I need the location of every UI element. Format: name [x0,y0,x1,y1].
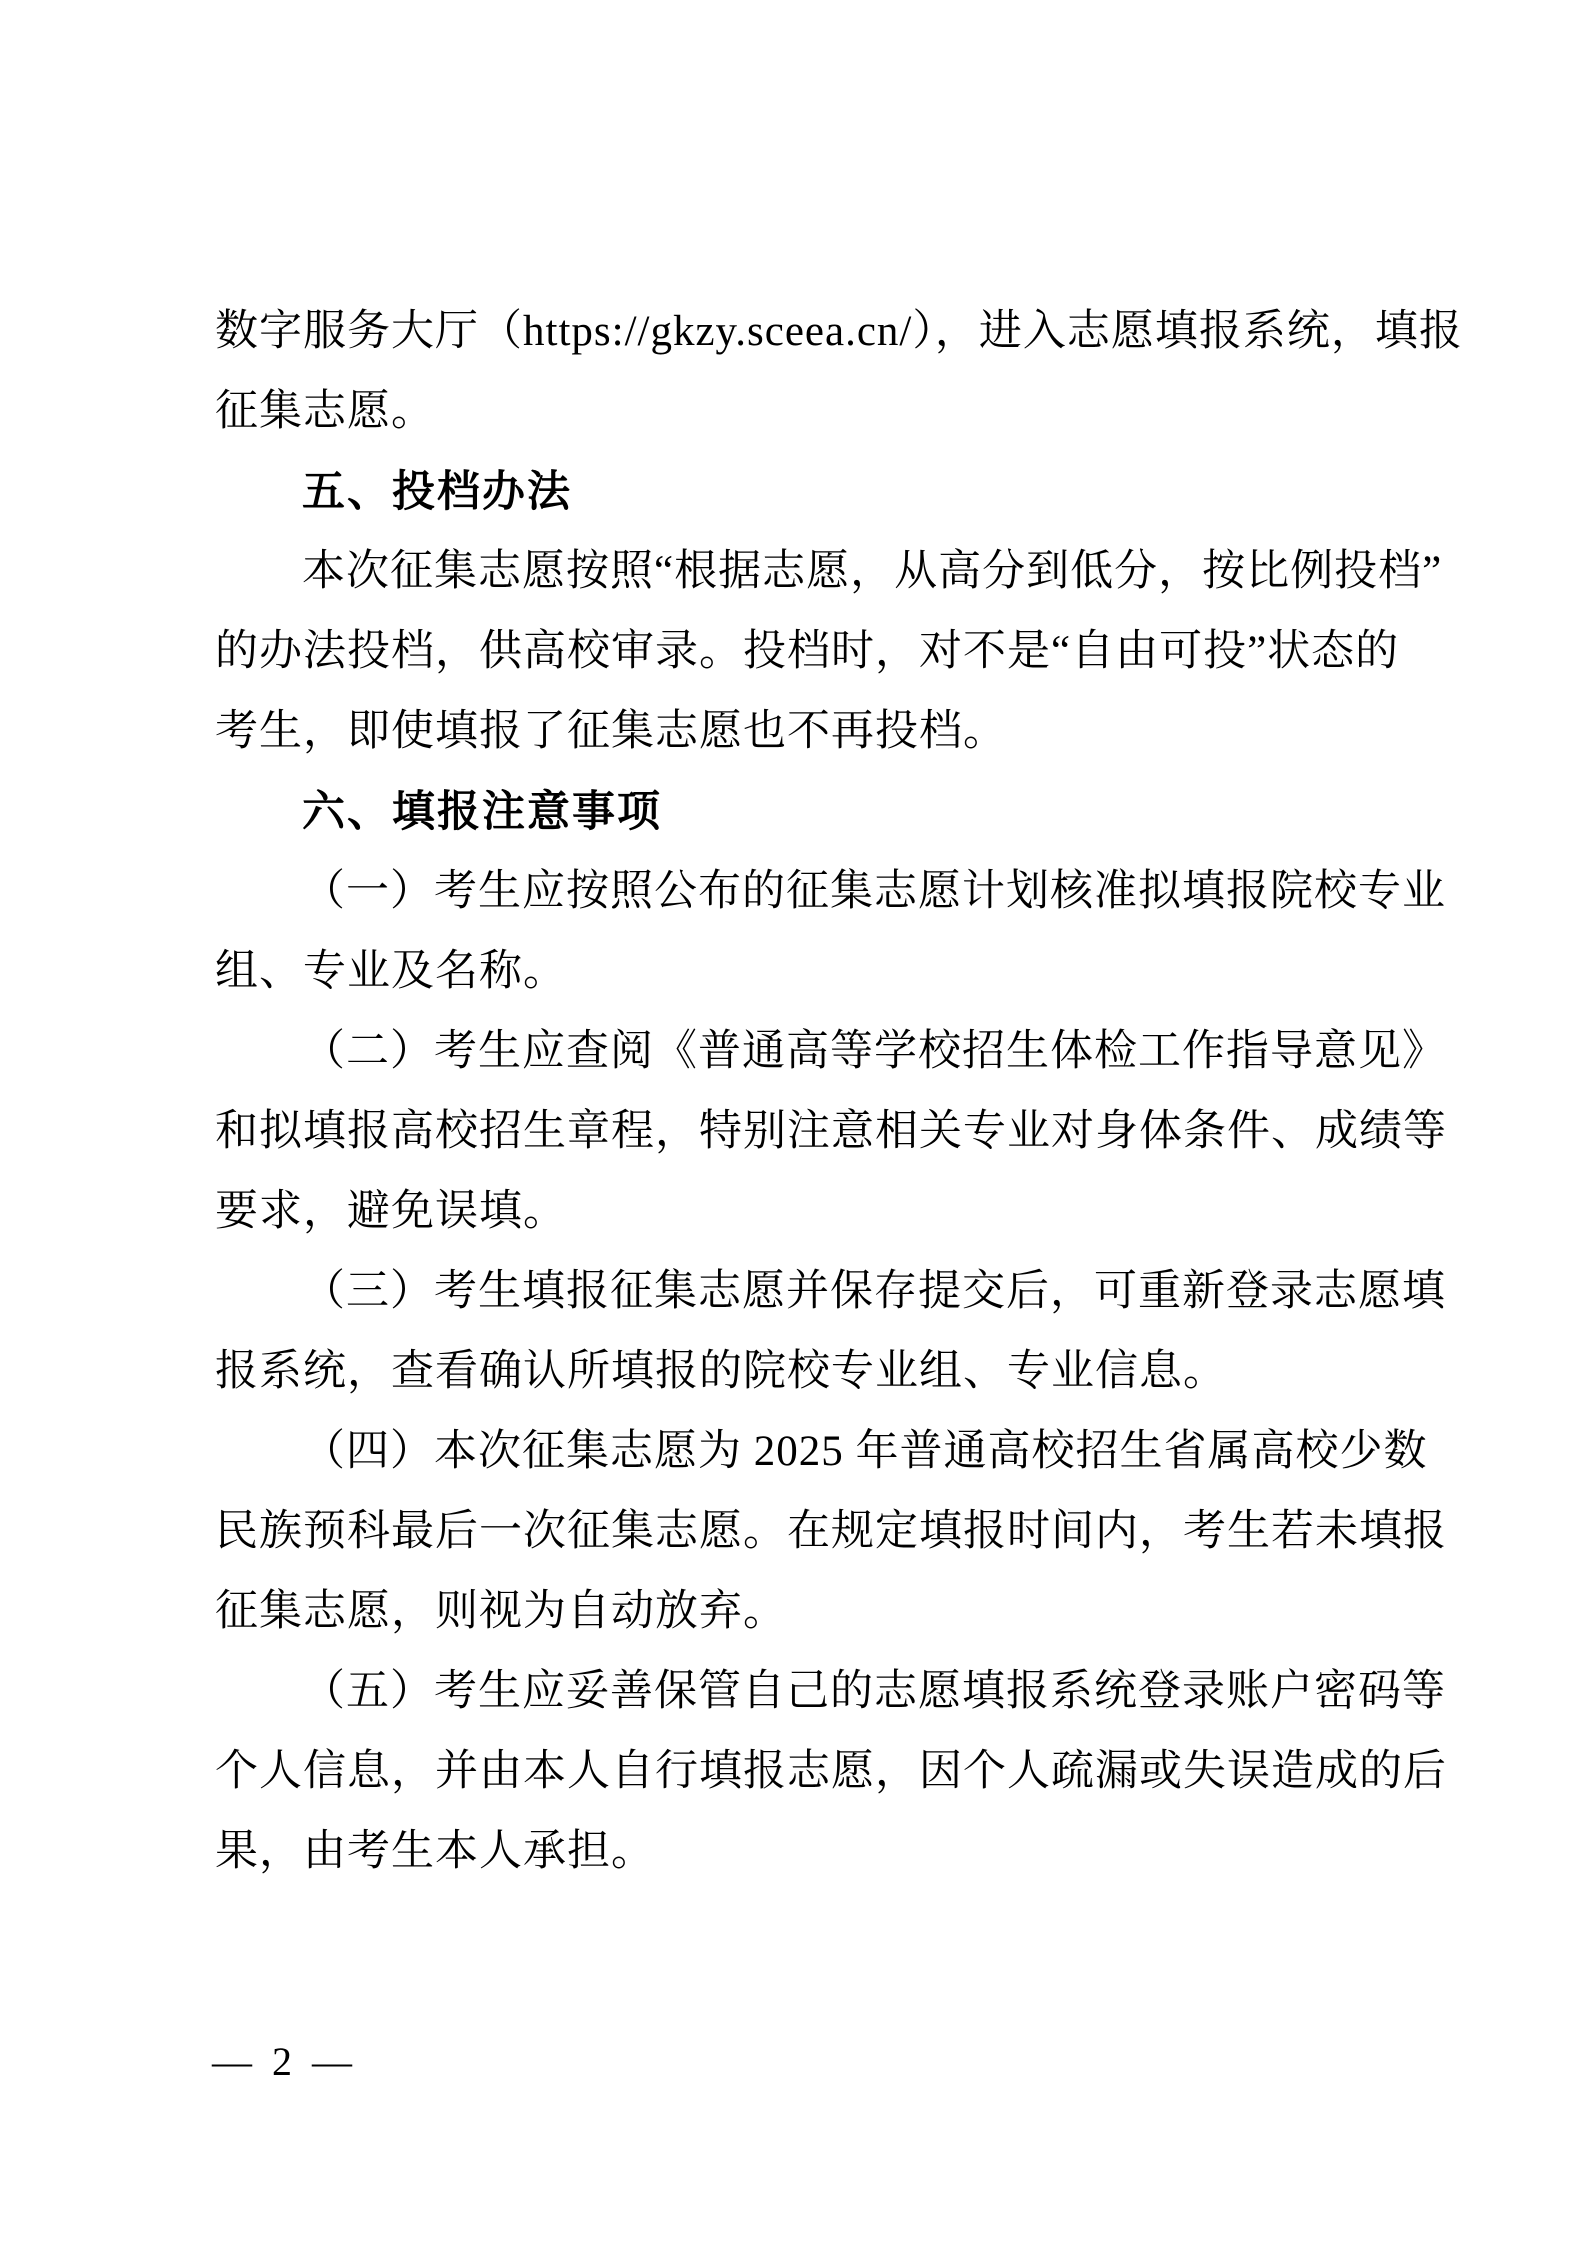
text-line: 征集志愿。 [215,388,435,435]
text-line: 数字服务大厅（https://gkzy.sceea.cn/），进入志愿填报系统，填报 [215,308,1463,355]
text-line: 本次征集志愿按照“根据志愿，从高分到低分，按比例投档” [302,548,1443,595]
text-line: 考生，即使填报了征集志愿也不再投档。 [215,708,1007,755]
text-line: （五）考生应妥善保管自己的志愿填报系统登录账户密码等 [302,1668,1446,1715]
text-line: 组、专业及名称。 [215,948,567,995]
text-line: 的办法投档，供高校审录。投档时，对不是“自由可投”状态的 [215,628,1400,675]
document-body [215,292,1463,1892]
section-heading: 六、填报注意事项 [302,788,662,836]
text-line: 民族预科最后一次征集志愿。在规定填报时间内，考生若未填报 [215,1508,1447,1555]
section-heading: 五、投档办法 [302,468,572,516]
text-line: 报系统，查看确认所填报的院校专业组、专业信息。 [215,1348,1227,1395]
text-line: 果，由考生本人承担。 [215,1828,655,1875]
page-footer [212,2038,357,2086]
text-line: （一）考生应按照公布的征集志愿计划核准拟填报院校专业 [302,868,1446,915]
text-line: （四）本次征集志愿为 2025 年普通高校招生省属高校少数 [302,1428,1428,1475]
text-line: 要求，避免误填。 [215,1188,567,1235]
text-line: （二）考生应查阅《普通高等学校招生体检工作指导意见》 [302,1028,1446,1075]
text-line: 征集志愿，则视为自动放弃。 [215,1588,787,1635]
text-line: 个人信息，并由本人自行填报志愿，因个人疏漏或失误造成的后 [215,1748,1447,1795]
page-number: — 2 — [212,2039,357,2084]
text-line: 和拟填报高校招生章程，特别注意相关专业对身体条件、成绩等 [215,1108,1447,1155]
text-line: （三）考生填报征集志愿并保存提交后，可重新登录志愿填 [302,1268,1446,1315]
